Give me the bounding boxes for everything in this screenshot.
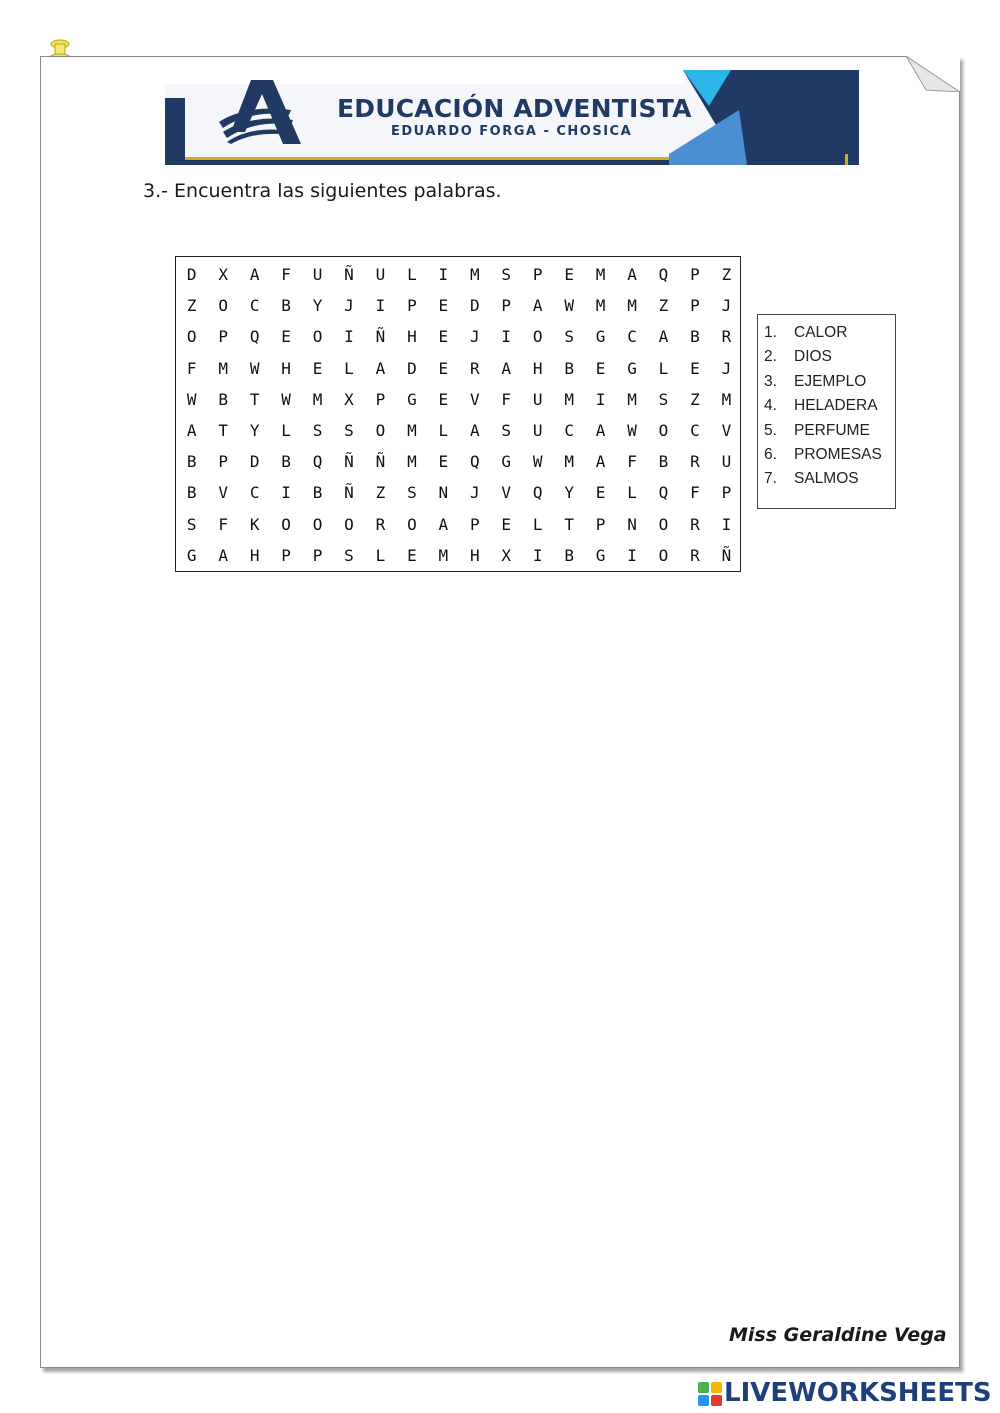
adventist-logo-icon [217,80,301,144]
grid-letter[interactable]: F [501,389,512,409]
word-number: 7. [764,470,777,488]
grid-letter[interactable]: W [532,452,543,472]
grid-letter[interactable]: P [312,545,323,565]
word-list-item [758,345,895,369]
grid-letter[interactable]: J [344,296,354,316]
grid-letter[interactable]: P [690,296,700,316]
worksheet-page [40,56,960,1368]
grid-row [176,384,740,416]
grid-letter[interactable]: Q [658,265,669,284]
word-list-item [758,394,895,418]
grid-letter[interactable]: P [501,296,512,316]
grid-letter[interactable]: L [281,421,291,440]
grid-letter[interactable]: U [721,452,732,472]
grid-letter[interactable]: E [438,452,449,472]
grid-letter[interactable]: M [218,358,228,378]
grid-letter[interactable]: D [469,296,480,316]
grid-letter[interactable]: Q [312,452,323,472]
grid-letter[interactable]: I [344,327,354,347]
grid-row [176,290,740,322]
grid-letter[interactable]: E [438,296,449,316]
grid-letter[interactable]: W [186,389,197,409]
grid-letter[interactable]: T [218,421,228,440]
grid-letter[interactable]: Y [249,421,260,440]
grid-letter[interactable]: L [375,545,386,565]
grid-letter[interactable]: U [375,265,386,284]
grid-letter[interactable]: Q [469,452,480,472]
grid-letter[interactable]: A [501,358,512,378]
grid-letter[interactable]: M [627,296,637,316]
grid-letter[interactable]: U [532,421,543,440]
liveworksheets-logo-icon [698,1382,722,1406]
grid-letter[interactable]: J [721,296,732,316]
grid-letter[interactable]: O [658,514,669,534]
grid-letter[interactable]: R [721,327,732,347]
grid-letter[interactable]: A [658,327,669,347]
grid-letter[interactable]: S [501,421,512,440]
grid-letter[interactable]: F [186,358,197,378]
grid-letter[interactable]: R [469,358,480,378]
grid-letter[interactable]: B [186,483,197,503]
word-number: 1. [764,324,777,341]
grid-letter[interactable]: A [595,421,606,440]
grid-letter[interactable]: Ñ [375,452,386,472]
grid-letter[interactable]: K [249,514,260,534]
grid-letter[interactable]: M [564,389,574,409]
grid-letter[interactable]: Z [375,483,386,503]
grid-letter[interactable]: P [469,514,480,534]
word-text: PERFUME [794,421,870,439]
grid-letter[interactable]: H [532,358,543,378]
grid-row [176,446,740,478]
grid-letter[interactable]: A [186,421,197,440]
grid-letter[interactable]: A [627,265,637,284]
grid-letter[interactable]: M [627,389,637,409]
grid-letter[interactable]: P [375,389,386,409]
word-text: SALMOS [794,470,859,488]
grid-letter[interactable]: O [312,514,323,534]
grid-letter[interactable]: H [249,545,260,565]
grid-letter[interactable]: O [658,421,669,440]
grid-letter[interactable]: L [658,358,669,378]
grid-letter[interactable]: A [218,545,228,565]
grid-row [176,321,740,353]
word-number: 3. [764,372,777,390]
grid-letter[interactable]: S [407,483,417,503]
grid-letter[interactable]: G [501,452,512,472]
grid-letter[interactable]: O [407,514,417,534]
grid-letter[interactable]: S [658,389,669,409]
grid-letter[interactable]: D [249,452,260,472]
grid-letter[interactable]: H [281,358,291,378]
grid-letter[interactable]: Y [564,483,574,503]
grid-letter[interactable]: O [344,514,354,534]
grid-letter[interactable]: H [407,327,417,347]
grid-letter[interactable]: G [595,545,606,565]
grid-letter[interactable]: B [690,327,700,347]
grid-letter[interactable]: N [627,514,637,534]
grid-letter[interactable]: B [281,296,291,316]
grid-letter[interactable]: T [564,514,574,534]
grid-letter[interactable]: U [532,389,543,409]
grid-letter[interactable]: A [438,514,449,534]
grid-letter[interactable]: X [501,545,512,565]
grid-letter[interactable]: Q [532,483,543,503]
instruction-text: 3.- Encuentra las siguientes palabras. [143,180,502,202]
grid-letter[interactable]: B [312,483,323,503]
grid-letter[interactable]: R [690,452,700,472]
grid-row [176,509,740,541]
grid-letter[interactable]: M [595,296,606,316]
grid-letter[interactable]: G [407,389,417,409]
grid-letter[interactable]: Ñ [344,452,354,472]
word-list-item [758,443,895,467]
grid-letter[interactable]: E [281,327,291,347]
grid-letter[interactable]: Q [249,327,260,347]
word-search-grid [175,256,741,572]
grid-row [176,353,740,385]
word-number: 5. [764,421,777,439]
grid-letter[interactable]: B [658,452,669,472]
grid-letter[interactable]: I [375,296,386,316]
grid-letter[interactable]: Z [721,265,732,284]
grid-letter[interactable]: C [690,421,700,440]
grid-letter[interactable]: L [344,358,354,378]
grid-letter[interactable]: U [312,265,323,284]
grid-letter[interactable]: Z [186,296,197,316]
grid-letter[interactable]: P [218,327,228,347]
grid-letter[interactable]: G [186,545,197,565]
grid-letter[interactable]: F [690,483,700,503]
grid-letter[interactable]: C [249,483,260,503]
grid-letter[interactable]: E [564,265,574,284]
grid-row [176,477,740,509]
teacher-signature: Miss Geraldine Vega [729,1324,947,1346]
grid-letter[interactable]: W [249,358,260,378]
grid-letter[interactable]: M [312,389,323,409]
grid-letter[interactable]: L [627,483,637,503]
banner-subtitle: EDUARDO FORGA - CHOSICA [391,124,633,139]
grid-row [176,259,740,291]
grid-letter[interactable]: I [281,483,291,503]
grid-letter[interactable]: I [627,545,637,565]
grid-letter[interactable]: I [501,327,512,347]
grid-letter[interactable]: M [407,421,417,440]
grid-letter[interactable]: P [690,265,700,284]
grid-letter[interactable]: C [564,421,574,440]
grid-letter[interactable]: O [281,514,291,534]
grid-letter[interactable]: Ñ [344,265,354,284]
grid-letter[interactable]: S [344,421,354,440]
word-list-item [758,321,895,345]
word-list-box [757,314,896,509]
grid-letter[interactable]: B [281,452,291,472]
grid-letter[interactable]: J [469,327,480,347]
grid-letter[interactable]: E [438,358,449,378]
word-list-item [758,370,895,394]
word-list-item [758,467,895,491]
grid-letter[interactable]: Ñ [721,545,732,565]
grid-letter[interactable]: O [658,545,669,565]
grid-letter[interactable]: V [218,483,228,503]
grid-letter[interactable]: M [564,452,574,472]
grid-letter[interactable]: Z [690,389,700,409]
grid-letter[interactable]: M [469,265,480,284]
grid-letter[interactable]: P [532,265,543,284]
grid-letter[interactable]: O [218,296,228,316]
grid-letter[interactable]: D [186,265,197,284]
grid-letter[interactable]: E [595,483,606,503]
grid-row [176,415,740,447]
word-list-item [758,419,895,443]
grid-letter[interactable]: B [218,389,228,409]
grid-letter[interactable]: Z [658,296,669,316]
grid-letter[interactable]: V [501,483,512,503]
grid-letter[interactable]: M [438,545,449,565]
grid-letter[interactable]: B [564,358,574,378]
grid-letter[interactable]: E [438,327,449,347]
grid-letter[interactable]: P [218,452,228,472]
grid-letter[interactable]: P [721,483,732,503]
grid-letter[interactable]: G [595,327,606,347]
grid-letter[interactable]: I [532,545,543,565]
word-number: 6. [764,445,777,463]
grid-letter[interactable]: Q [658,483,669,503]
grid-letter[interactable]: I [438,265,449,284]
grid-letter[interactable]: E [312,358,323,378]
grid-row [176,540,740,572]
grid-letter[interactable]: B [186,452,197,472]
grid-letter[interactable]: O [312,327,323,347]
grid-letter[interactable]: F [627,452,637,472]
grid-letter[interactable]: E [501,514,512,534]
word-text: CALOR [794,324,848,341]
grid-letter[interactable]: H [469,545,480,565]
grid-letter[interactable]: W [627,421,637,440]
grid-letter[interactable]: L [407,265,417,284]
grid-letter[interactable]: N [438,483,449,503]
grid-letter[interactable]: V [721,421,732,440]
grid-letter[interactable]: M [721,389,732,409]
grid-letter[interactable]: Ñ [375,327,386,347]
grid-letter[interactable]: R [375,514,386,534]
word-number: 2. [764,348,777,366]
grid-letter[interactable]: T [249,389,260,409]
grid-letter[interactable]: S [501,265,512,284]
grid-letter[interactable]: R [690,545,700,565]
grid-letter[interactable]: I [595,389,606,409]
grid-letter[interactable]: L [532,514,543,534]
grid-letter[interactable]: V [469,389,480,409]
grid-letter[interactable]: R [690,514,700,534]
grid-letter[interactable]: Ñ [344,483,354,503]
banner-title: EDUCACIÓN ADVENTISTA [337,94,692,123]
grid-letter[interactable]: J [469,483,480,503]
grid-letter[interactable]: W [564,296,574,316]
grid-letter[interactable]: P [281,545,291,565]
grid-letter[interactable]: A [249,265,260,284]
grid-letter[interactable]: L [438,421,449,440]
grid-letter[interactable]: F [281,265,291,284]
grid-letter[interactable]: A [532,296,543,316]
grid-letter[interactable]: I [721,514,732,534]
grid-letter[interactable]: C [627,327,637,347]
grid-letter[interactable]: S [312,421,323,440]
grid-letter[interactable]: W [281,389,291,409]
grid-letter[interactable]: A [595,452,606,472]
grid-letter[interactable]: M [407,452,417,472]
school-banner [165,70,859,165]
grid-letter[interactable]: D [407,358,417,378]
grid-letter[interactable]: C [249,296,260,316]
grid-letter[interactable]: O [186,327,197,347]
grid-letter[interactable]: Y [312,296,323,316]
grid-letter[interactable]: S [344,545,354,565]
page-curl-icon [906,56,960,92]
grid-letter[interactable]: A [469,421,480,440]
grid-letter[interactable]: E [407,545,417,565]
grid-letter[interactable]: O [532,327,543,347]
grid-letter[interactable]: F [218,514,228,534]
grid-letter[interactable]: E [690,358,700,378]
grid-letter[interactable]: S [186,514,197,534]
word-text: DIOS [794,348,832,366]
grid-letter[interactable]: J [721,358,732,378]
grid-letter[interactable]: A [375,358,386,378]
grid-letter[interactable]: P [407,296,417,316]
word-text: EJEMPLO [794,372,867,390]
grid-letter[interactable]: M [595,265,606,284]
grid-letter[interactable]: E [438,389,449,409]
grid-letter[interactable]: X [344,389,354,409]
word-text: PROMESAS [794,445,882,463]
grid-letter[interactable]: B [564,545,574,565]
word-text: HELADERA [794,397,878,415]
banner-decoration [669,70,859,165]
watermark-text: LIVEWORKSHEETS [724,1378,992,1408]
grid-letter[interactable]: O [375,421,386,440]
grid-letter[interactable]: P [595,514,606,534]
grid-letter[interactable]: X [218,265,228,284]
grid-letter[interactable]: G [627,358,637,378]
grid-letter[interactable]: E [595,358,606,378]
word-number: 4. [764,397,777,415]
grid-letter[interactable]: S [564,327,574,347]
